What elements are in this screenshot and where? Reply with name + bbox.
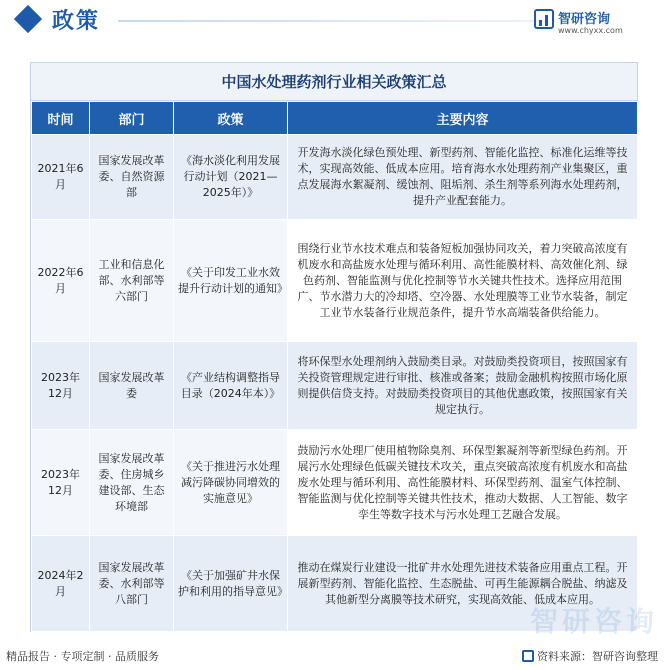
source-text: 资料来源：智研咨询整理 xyxy=(537,650,658,663)
column-header-policy: 政策 xyxy=(174,102,288,135)
brand-name: 智研咨询 xyxy=(558,12,611,27)
header-divider xyxy=(118,20,548,22)
table-row xyxy=(32,220,638,342)
cell-policy: 《产业结构调整指导目录（2024年本）》 xyxy=(174,342,288,430)
cell-time: 2024年2月 xyxy=(32,536,90,632)
cell-time: 2021年6月 xyxy=(32,135,90,220)
table-row xyxy=(32,135,638,220)
column-header-content: 主要内容 xyxy=(288,102,638,135)
table-row xyxy=(32,430,638,536)
cell-content: 围绕行业节水技术难点和装备短板加强协同攻关，着力突破高浓度有机废水和高盐废水处理与循环利用、高性能膜材料、高效催化剂、绿色药剂、智能监测与优化控制等节水关键共性技术。选择应用范围广、节水潜力大的冷却塔、空冷器、水处理膜等工业节水装备，制定工业节水装备行业规范条件，提升节水高端装备供给能力。 xyxy=(288,220,638,342)
brand-logo xyxy=(534,7,644,39)
brand-small-icon xyxy=(522,650,534,662)
footer-source xyxy=(522,648,658,664)
diamond-icon xyxy=(14,5,42,33)
column-header-time: 时间 xyxy=(32,102,90,135)
column-header-dept: 部门 xyxy=(90,102,174,135)
page-footer xyxy=(0,640,668,670)
cell-content: 推动在煤炭行业建设一批矿井水处理先进技术装备应用重点工程。开展新型药剂、智能化监控、生态脱盐、可再生能源耦合脱盐、纳滤及其他新型分离膜等技术研究，实现高效能、低成本应用。 xyxy=(288,536,638,632)
policy-table xyxy=(31,101,638,632)
footer-slogan: 精品报告 · 专项定制 · 品质服务 xyxy=(6,650,159,663)
table-header-row xyxy=(32,102,638,135)
cell-dept: 工业和信息化部、水利部等六部门 xyxy=(90,220,174,342)
cell-policy: 《海水淡化利用发展行动计划（2021—2025年）》 xyxy=(174,135,288,220)
table-row xyxy=(32,342,638,430)
cell-content: 将环保型水处理剂纳入鼓励类目录。对鼓励类投资项目，按照国家有关投资管理规定进行审批、核准或备案；鼓励金融机构按照市场化原则提供信贷支持。对鼓励类投资项目的其他优惠政策，按照国家有关规定执行。 xyxy=(288,342,638,430)
cell-time: 2022年6月 xyxy=(32,220,90,342)
section-title: 政策 xyxy=(52,9,101,34)
table-row xyxy=(32,536,638,632)
cell-dept: 国家发展改革委、自然资源部 xyxy=(90,135,174,220)
cell-content: 开发海水淡化绿色预处理、新型药剂、智能化监控、标准化运维等技术，实现高效能、低成本应用。培育海水水处理药剂产业集聚区，重点发展海水絮凝剂、缓蚀剂、阻垢剂、杀生剂等系列海水处理药剂，提升产业配套能力。 xyxy=(288,135,638,220)
table-title: 中国水处理药剂行业相关政策汇总 xyxy=(31,63,637,101)
policy-table-panel xyxy=(30,62,638,632)
cell-policy: 《关于推进污水处理减污降碳协同增效的实施意见》 xyxy=(174,430,288,536)
cell-content: 鼓励污水处理厂使用植物除臭剂、环保型絮凝剂等新型绿色药剂。开展污水处理绿色低碳关键技术攻关，重点突破高浓度有机废水和高盐废水处理与循环利用、高性能膜材料、环保型药剂、温室气体控制、智能监测与优化控制等关键共性技术，推动大数据、人工智能、数字孪生等数字技术与污水处理工艺融合发展。 xyxy=(288,430,638,536)
cell-dept: 国家发展改革委 xyxy=(90,342,174,430)
bar-chart-icon xyxy=(534,9,554,29)
cell-dept: 国家发展改革委、住房城乡建设部、生态环境部 xyxy=(90,430,174,536)
cell-time: 2023年12月 xyxy=(32,342,90,430)
cell-dept: 国家发展改革委、水利部等八部门 xyxy=(90,536,174,632)
cell-policy: 《关于加强矿井水保护和利用的指导意见》 xyxy=(174,536,288,632)
page-header xyxy=(0,0,668,44)
brand-url: www.chyxx.com xyxy=(558,26,623,35)
cell-time: 2023年12月 xyxy=(32,430,90,536)
cell-policy: 《关于印发工业水效提升行动计划的通知》 xyxy=(174,220,288,342)
